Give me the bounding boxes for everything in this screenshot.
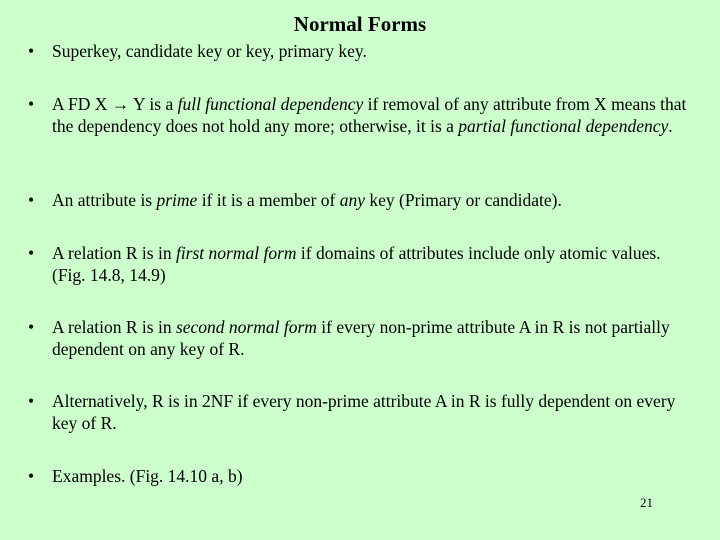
bullet-alternative-2nf — [28, 390, 698, 434]
italic-term: second normal form — [175, 317, 317, 337]
bullet-marker: • — [28, 243, 35, 263]
bullet-marker: • — [28, 94, 35, 114]
text-run: if domains of attributes include only atomic values. (Fig. 14.8, 14.9) — [52, 243, 661, 285]
text-run: A FD X → Y is a — [52, 94, 178, 114]
bullet-text — [52, 242, 698, 286]
bullet-superkey — [28, 40, 698, 62]
text-run: if removal of any attribute from X means that the dependency does not hold any more; otherwise, it is a — [52, 94, 687, 136]
bullet-marker: • — [28, 466, 35, 486]
bullet-marker: • — [28, 317, 35, 337]
bullet-text — [52, 316, 698, 360]
slide-title: Normal Forms — [293, 12, 427, 36]
text-run: Alternatively, R is in 2NF if every non-prime attribute A in R is fully dependent on every key of R. — [52, 391, 676, 433]
italic-term: any — [339, 190, 366, 210]
bullet-text — [52, 189, 698, 211]
italic-term: partial functional dependency — [458, 116, 669, 136]
bullet-prime-attribute — [28, 189, 698, 211]
text-run: . — [668, 116, 673, 136]
bullet-text — [52, 465, 698, 487]
italic-term: prime — [156, 190, 198, 210]
bullet-full-functional-dependency — [28, 93, 698, 137]
bullet-marker: • — [28, 391, 35, 411]
italic-term: first normal form — [175, 243, 297, 263]
italic-term: full functional dependency — [177, 94, 364, 114]
bullet-first-normal-form — [28, 242, 698, 286]
text-run: Superkey, candidate key or key, primary key. — [52, 41, 367, 61]
text-run: Examples. (Fig. 14.10 a, b) — [52, 466, 243, 486]
bullet-marker: • — [28, 190, 35, 210]
bullet-examples — [28, 465, 698, 487]
bullet-text — [52, 40, 698, 62]
text-run: A relation R is in — [52, 243, 176, 263]
page-number: 21 — [640, 495, 653, 510]
text-run: An attribute is — [52, 190, 157, 210]
bullet-second-normal-form — [28, 316, 698, 360]
text-run: A relation R is in — [52, 317, 176, 337]
text-run: key (Primary or candidate). — [365, 190, 562, 210]
text-run: if every non-prime attribute A in R is not partially dependent on any key of R. — [52, 317, 670, 359]
bullet-marker: • — [28, 41, 35, 61]
bullet-text — [52, 390, 698, 434]
bullet-text — [52, 93, 698, 137]
text-run: if it is a member of — [197, 190, 340, 210]
